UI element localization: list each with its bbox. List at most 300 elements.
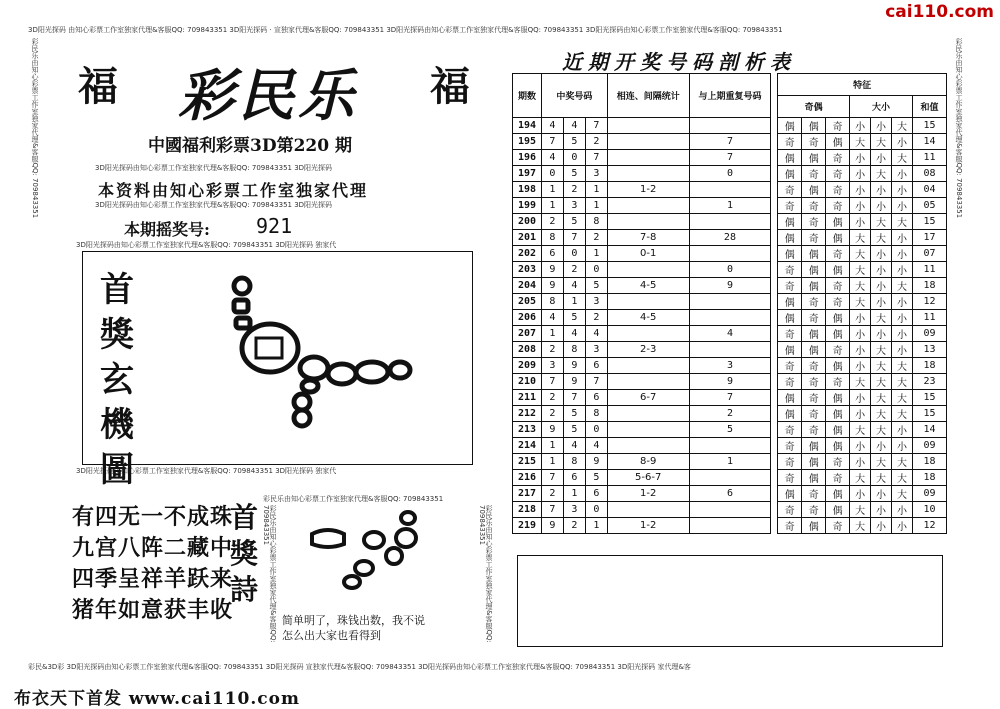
big-small-cell: 小 xyxy=(850,390,871,406)
gap-cell xyxy=(771,422,778,438)
repeat-cell xyxy=(689,214,771,230)
sum-cell: 15 xyxy=(912,214,946,230)
digit-cell: 7 xyxy=(541,134,563,150)
digit-cell: 8 xyxy=(541,294,563,310)
odd-even-cell: 奇 xyxy=(826,198,850,214)
sum-cell: 14 xyxy=(912,134,946,150)
digit-cell: 4 xyxy=(541,118,563,134)
odd-even-cell: 奇 xyxy=(802,230,826,246)
odd-even-cell: 奇 xyxy=(802,486,826,502)
odd-even-cell: 奇 xyxy=(802,390,826,406)
header-odd-even: 奇偶 xyxy=(778,96,850,118)
top-banner: 3D阳光探码 由知心彩票工作室独家代理&客服QQ: 709843351 3D阳光探码 · 宣独家代理&客服QQ: 709843351 3D阳光探码由知心彩票工作室独家代理&客服QQ: 709843351 3D阳光探码由知心彩票工作室独家代理&客服QQ: 709843351 xyxy=(28,26,783,34)
gap-cell xyxy=(771,294,778,310)
repeat-cell xyxy=(689,182,771,198)
repeat-cell: 7 xyxy=(689,150,771,166)
gap-cell xyxy=(771,390,778,406)
repeat-cell: 6 xyxy=(689,486,771,502)
digit-cell: 7 xyxy=(585,118,607,134)
repeat-cell xyxy=(689,246,771,262)
digit-cell: 7 xyxy=(563,230,585,246)
sum-cell: 12 xyxy=(912,518,946,534)
odd-even-cell: 偶 xyxy=(826,134,850,150)
sum-cell: 23 xyxy=(912,374,946,390)
digit-cell: 3 xyxy=(563,502,585,518)
header-number: 中奖号码 xyxy=(541,74,607,118)
gap-cell xyxy=(771,470,778,486)
table-row xyxy=(513,262,947,278)
gap-cell xyxy=(771,326,778,342)
gap-cell xyxy=(771,502,778,518)
poem-border-text-right: 彩民乐由知心彩票工作室独家代理&客服QQ: 709843351 xyxy=(478,505,493,643)
digit-cell: 0 xyxy=(585,262,607,278)
odd-even-cell: 偶 xyxy=(826,390,850,406)
digit-cell: 2 xyxy=(541,390,563,406)
sum-cell: 15 xyxy=(912,406,946,422)
header-sum: 和值 xyxy=(912,96,946,118)
big-small-cell: 小 xyxy=(871,502,892,518)
odd-even-cell: 奇 xyxy=(778,422,802,438)
digit-cell: 6 xyxy=(585,486,607,502)
sum-cell: 11 xyxy=(912,262,946,278)
repeat-cell: 9 xyxy=(689,374,771,390)
big-small-cell: 小 xyxy=(850,150,871,166)
odd-even-cell: 偶 xyxy=(778,166,802,182)
big-small-cell: 小 xyxy=(871,182,892,198)
digit-cell: 3 xyxy=(585,166,607,182)
adjacent-cell xyxy=(607,422,689,438)
big-small-cell: 小 xyxy=(871,518,892,534)
digit-cell: 5 xyxy=(585,470,607,486)
repeat-cell xyxy=(689,294,771,310)
sum-cell: 18 xyxy=(912,470,946,486)
odd-even-cell: 奇 xyxy=(778,470,802,486)
big-small-cell: 大 xyxy=(892,150,913,166)
gap-cell xyxy=(771,182,778,198)
big-small-cell: 大 xyxy=(892,486,913,502)
big-small-cell: 小 xyxy=(850,486,871,502)
repeat-cell xyxy=(689,118,771,134)
gap-cell xyxy=(771,166,778,182)
sum-cell: 10 xyxy=(912,502,946,518)
big-small-cell: 小 xyxy=(871,438,892,454)
digit-cell: 9 xyxy=(563,358,585,374)
adjacent-cell xyxy=(607,438,689,454)
big-small-cell: 大 xyxy=(850,294,871,310)
digit-cell: 2 xyxy=(585,230,607,246)
big-small-cell: 大 xyxy=(850,422,871,438)
big-small-cell: 大 xyxy=(871,390,892,406)
table-row xyxy=(513,118,947,134)
gap-cell xyxy=(771,486,778,502)
sum-cell: 18 xyxy=(912,278,946,294)
digit-cell: 6 xyxy=(563,470,585,486)
big-small-cell: 小 xyxy=(871,486,892,502)
repeat-cell: 1 xyxy=(689,454,771,470)
big-small-cell: 小 xyxy=(871,150,892,166)
big-small-cell: 大 xyxy=(892,406,913,422)
odd-even-cell: 偶 xyxy=(826,214,850,230)
odd-even-cell: 偶 xyxy=(778,246,802,262)
header-features: 特征 xyxy=(778,74,947,96)
digit-cell: 1 xyxy=(541,198,563,214)
table-row xyxy=(513,342,947,358)
poem-title-char: 獎 xyxy=(230,537,259,570)
adjacent-cell xyxy=(607,166,689,182)
agency-line: 本资料由知心彩票工作室独家代理 xyxy=(98,181,369,200)
odd-even-cell: 奇 xyxy=(802,422,826,438)
big-small-cell: 大 xyxy=(850,230,871,246)
digit-cell: 2 xyxy=(563,182,585,198)
table-row xyxy=(513,182,947,198)
odd-even-cell: 偶 xyxy=(778,214,802,230)
gap-cell xyxy=(771,278,778,294)
sum-cell: 07 xyxy=(912,246,946,262)
issue-cell: 217 xyxy=(513,486,542,502)
digit-cell: 4 xyxy=(585,326,607,342)
table-row xyxy=(513,134,947,150)
adjacent-cell: 7-8 xyxy=(607,230,689,246)
digit-cell: 8 xyxy=(541,230,563,246)
issue-cell: 198 xyxy=(513,182,542,198)
big-small-cell: 小 xyxy=(850,310,871,326)
big-small-cell: 小 xyxy=(892,422,913,438)
sum-cell: 09 xyxy=(912,486,946,502)
odd-even-cell: 奇 xyxy=(778,278,802,294)
big-small-cell: 小 xyxy=(850,198,871,214)
digit-cell: 1 xyxy=(585,198,607,214)
gap-cell xyxy=(771,214,778,230)
big-small-cell: 小 xyxy=(871,118,892,134)
adjacent-cell xyxy=(607,118,689,134)
issue-cell: 203 xyxy=(513,262,542,278)
adjacent-cell xyxy=(607,326,689,342)
big-small-cell: 小 xyxy=(850,438,871,454)
table-row xyxy=(513,470,947,486)
fu-right-character: 福 xyxy=(430,63,470,110)
odd-even-cell: 奇 xyxy=(802,198,826,214)
ad-line-2: 3D阳光探码由知心彩票工作室独家代理&客服QQ: 709843351 3D阳光探码 xyxy=(95,201,333,209)
table-row xyxy=(513,198,947,214)
big-small-cell: 小 xyxy=(871,262,892,278)
adjacent-cell: 2-3 xyxy=(607,342,689,358)
big-small-cell: 大 xyxy=(850,470,871,486)
repeat-cell: 4 xyxy=(689,326,771,342)
xuanji-border-text-top: 3D阳光探码由知心彩票工作室独家代理&客服QQ: 709843351 3D阳光探码 独家代 xyxy=(76,241,337,249)
digit-cell: 0 xyxy=(563,246,585,262)
repeat-cell xyxy=(689,310,771,326)
big-small-cell: 小 xyxy=(850,454,871,470)
big-small-cell: 大 xyxy=(892,358,913,374)
odd-even-cell: 偶 xyxy=(826,486,850,502)
issue-cell: 212 xyxy=(513,406,542,422)
adjacent-cell: 1-2 xyxy=(607,486,689,502)
odd-even-cell: 偶 xyxy=(778,294,802,310)
adjacent-cell xyxy=(607,150,689,166)
table-row xyxy=(513,502,947,518)
big-small-cell: 小 xyxy=(892,342,913,358)
repeat-cell xyxy=(689,502,771,518)
adjacent-cell: 1-2 xyxy=(607,518,689,534)
big-small-cell: 大 xyxy=(892,470,913,486)
repeat-cell xyxy=(689,470,771,486)
adjacent-cell: 0-1 xyxy=(607,246,689,262)
odd-even-cell: 偶 xyxy=(802,470,826,486)
big-small-cell: 大 xyxy=(850,246,871,262)
big-small-cell: 小 xyxy=(871,326,892,342)
issue-cell: 197 xyxy=(513,166,542,182)
digit-cell: 7 xyxy=(563,390,585,406)
odd-even-cell: 奇 xyxy=(826,342,850,358)
poem-border-text-top: 彩民乐由知心彩票工作室独家代理&客服QQ: 709843351 xyxy=(263,495,444,503)
table-row xyxy=(513,294,947,310)
coins-drawing xyxy=(300,510,430,600)
digit-cell: 1 xyxy=(541,326,563,342)
odd-even-cell: 偶 xyxy=(802,518,826,534)
brand-title: 彩民乐 xyxy=(178,63,358,129)
big-small-cell: 小 xyxy=(850,166,871,182)
odd-even-cell: 奇 xyxy=(826,454,850,470)
sum-cell: 04 xyxy=(912,182,946,198)
big-small-cell: 小 xyxy=(892,502,913,518)
odd-even-cell: 奇 xyxy=(778,438,802,454)
table-row xyxy=(513,438,947,454)
big-small-cell: 大 xyxy=(892,374,913,390)
gap-cell xyxy=(771,358,778,374)
poem-border-text-left: 彩民乐由知心彩票工作室独家代理&客服QQ: 709843351 xyxy=(262,505,277,643)
odd-even-cell: 奇 xyxy=(826,470,850,486)
digit-cell: 9 xyxy=(541,278,563,294)
big-small-cell: 大 xyxy=(871,470,892,486)
adjacent-cell xyxy=(607,502,689,518)
table-row xyxy=(513,486,947,502)
issue-cell: 214 xyxy=(513,438,542,454)
ad-line-1: 3D阳光探码由知心彩票工作室独家代理&客服QQ: 709843351 3D阳光探码 xyxy=(95,164,333,172)
repeat-cell xyxy=(689,518,771,534)
digit-cell: 7 xyxy=(585,150,607,166)
issue-cell: 211 xyxy=(513,390,542,406)
adjacent-cell xyxy=(607,358,689,374)
digit-cell: 2 xyxy=(585,310,607,326)
odd-even-cell: 偶 xyxy=(802,150,826,166)
odd-even-cell: 偶 xyxy=(778,310,802,326)
big-small-cell: 大 xyxy=(892,390,913,406)
odd-even-cell: 偶 xyxy=(778,390,802,406)
odd-even-cell: 偶 xyxy=(778,406,802,422)
gap-cell xyxy=(771,518,778,534)
odd-even-cell: 奇 xyxy=(802,374,826,390)
repeat-cell xyxy=(689,342,771,358)
digit-cell: 4 xyxy=(541,150,563,166)
analysis-table xyxy=(512,73,947,534)
odd-even-cell: 偶 xyxy=(778,150,802,166)
issue-line: 中國福利彩票3D第220 期 xyxy=(148,136,352,156)
hint-line: 简单明了，珠钱出数，我不说 xyxy=(282,614,425,627)
header-repeat: 与上期重复号码 xyxy=(689,74,771,118)
sum-cell: 09 xyxy=(912,326,946,342)
issue-cell: 215 xyxy=(513,454,542,470)
odd-even-cell: 奇 xyxy=(778,326,802,342)
odd-even-cell: 奇 xyxy=(778,262,802,278)
digit-cell: 0 xyxy=(563,150,585,166)
odd-even-cell: 偶 xyxy=(802,438,826,454)
odd-even-cell: 奇 xyxy=(802,406,826,422)
table-row xyxy=(513,246,947,262)
repeat-cell: 0 xyxy=(689,166,771,182)
big-small-cell: 大 xyxy=(850,134,871,150)
site-logo[interactable]: cai110.com xyxy=(885,2,994,22)
digit-cell: 9 xyxy=(541,422,563,438)
big-small-cell: 大 xyxy=(850,374,871,390)
digit-cell: 4 xyxy=(585,438,607,454)
digit-cell: 6 xyxy=(585,358,607,374)
footer-text: 布衣天下首发 www.cai110.com xyxy=(14,689,300,709)
digit-cell: 4 xyxy=(563,438,585,454)
gap-cell xyxy=(771,150,778,166)
big-small-cell: 小 xyxy=(892,166,913,182)
digit-cell: 2 xyxy=(541,406,563,422)
odd-even-cell: 奇 xyxy=(778,358,802,374)
issue-cell: 219 xyxy=(513,518,542,534)
odd-even-cell: 奇 xyxy=(826,182,850,198)
odd-even-cell: 奇 xyxy=(778,198,802,214)
adjacent-cell: 8-9 xyxy=(607,454,689,470)
digit-cell: 5 xyxy=(563,422,585,438)
odd-even-cell: 奇 xyxy=(826,374,850,390)
sum-cell: 13 xyxy=(912,342,946,358)
issue-cell: 202 xyxy=(513,246,542,262)
big-small-cell: 大 xyxy=(871,374,892,390)
issue-cell: 206 xyxy=(513,310,542,326)
big-small-cell: 小 xyxy=(850,118,871,134)
draw-value: 921 xyxy=(256,214,293,238)
xuanji-title-char: 圖 xyxy=(100,450,134,490)
odd-even-cell: 偶 xyxy=(802,182,826,198)
digit-cell: 6 xyxy=(585,390,607,406)
digit-cell: 3 xyxy=(563,198,585,214)
big-small-cell: 小 xyxy=(892,262,913,278)
sum-cell: 18 xyxy=(912,358,946,374)
gap-cell xyxy=(771,118,778,134)
odd-even-cell: 奇 xyxy=(802,358,826,374)
odd-even-cell: 偶 xyxy=(802,262,826,278)
issue-cell: 207 xyxy=(513,326,542,342)
odd-even-cell: 偶 xyxy=(778,230,802,246)
odd-even-cell: 偶 xyxy=(778,342,802,358)
odd-even-cell: 偶 xyxy=(778,486,802,502)
big-small-cell: 大 xyxy=(892,454,913,470)
xuanji-title xyxy=(92,268,142,493)
big-small-cell: 大 xyxy=(850,278,871,294)
table-row xyxy=(513,358,947,374)
sum-cell: 11 xyxy=(912,310,946,326)
poem-line: 有四无一不成珠 xyxy=(72,505,234,530)
big-small-cell: 小 xyxy=(892,182,913,198)
table-row xyxy=(513,374,947,390)
digit-cell: 6 xyxy=(541,246,563,262)
odd-even-cell: 奇 xyxy=(826,166,850,182)
big-small-cell: 大 xyxy=(871,134,892,150)
odd-even-cell: 奇 xyxy=(778,374,802,390)
digit-cell: 7 xyxy=(541,374,563,390)
odd-even-cell: 奇 xyxy=(802,294,826,310)
odd-even-cell: 偶 xyxy=(826,310,850,326)
gap-cell xyxy=(771,134,778,150)
big-small-cell: 小 xyxy=(892,198,913,214)
digit-cell: 1 xyxy=(563,486,585,502)
big-small-cell: 小 xyxy=(892,518,913,534)
odd-even-cell: 偶 xyxy=(826,326,850,342)
gap-cell xyxy=(771,406,778,422)
adjacent-cell xyxy=(607,262,689,278)
repeat-cell: 7 xyxy=(689,390,771,406)
digit-cell: 5 xyxy=(563,166,585,182)
table-row xyxy=(513,406,947,422)
odd-even-cell: 偶 xyxy=(802,454,826,470)
table-title: 近期开奖号码剖析表 xyxy=(562,50,796,74)
header-big-small: 大小 xyxy=(850,96,913,118)
digit-cell: 7 xyxy=(585,374,607,390)
issue-cell: 208 xyxy=(513,342,542,358)
big-small-cell: 小 xyxy=(871,294,892,310)
table-row xyxy=(513,150,947,166)
odd-even-cell: 偶 xyxy=(826,230,850,246)
issue-cell: 205 xyxy=(513,294,542,310)
odd-even-cell: 偶 xyxy=(826,358,850,374)
digit-cell: 4 xyxy=(563,326,585,342)
big-small-cell: 小 xyxy=(850,358,871,374)
digit-cell: 1 xyxy=(585,182,607,198)
digit-cell: 5 xyxy=(563,310,585,326)
xuanji-title-char: 玄 xyxy=(100,360,134,400)
digit-cell: 3 xyxy=(541,358,563,374)
digit-cell: 9 xyxy=(541,518,563,534)
big-small-cell: 大 xyxy=(871,166,892,182)
odd-even-cell: 奇 xyxy=(826,294,850,310)
odd-even-cell: 偶 xyxy=(778,118,802,134)
xuanji-border-text-bottom: 3D阳光探码由知心彩票工作室独家代理&客服QQ: 709843351 3D阳光探码 独家代 xyxy=(76,467,337,475)
odd-even-cell: 奇 xyxy=(778,182,802,198)
big-small-cell: 小 xyxy=(850,326,871,342)
xuanji-title-char: 機 xyxy=(100,405,134,445)
digit-cell: 5 xyxy=(585,278,607,294)
poem-title xyxy=(230,500,258,608)
gap-cell xyxy=(771,454,778,470)
repeat-cell: 9 xyxy=(689,278,771,294)
odd-even-cell: 奇 xyxy=(826,246,850,262)
odd-even-cell: 奇 xyxy=(826,118,850,134)
odd-even-cell: 偶 xyxy=(826,422,850,438)
repeat-cell: 2 xyxy=(689,406,771,422)
repeat-cell: 3 xyxy=(689,358,771,374)
digit-cell: 4 xyxy=(541,310,563,326)
odd-even-cell: 偶 xyxy=(802,118,826,134)
digit-cell: 2 xyxy=(563,262,585,278)
odd-even-cell: 奇 xyxy=(778,134,802,150)
issue-cell: 196 xyxy=(513,150,542,166)
digit-cell: 8 xyxy=(563,342,585,358)
repeat-cell: 7 xyxy=(689,134,771,150)
big-small-cell: 小 xyxy=(892,294,913,310)
poem-line: 四季呈祥羊跃来 xyxy=(72,567,234,592)
odd-even-cell: 奇 xyxy=(802,502,826,518)
big-small-cell: 小 xyxy=(850,342,871,358)
issue-cell: 210 xyxy=(513,374,542,390)
repeat-cell: 0 xyxy=(689,262,771,278)
sum-cell: 12 xyxy=(912,294,946,310)
big-small-cell: 小 xyxy=(892,310,913,326)
table-row xyxy=(513,278,947,294)
